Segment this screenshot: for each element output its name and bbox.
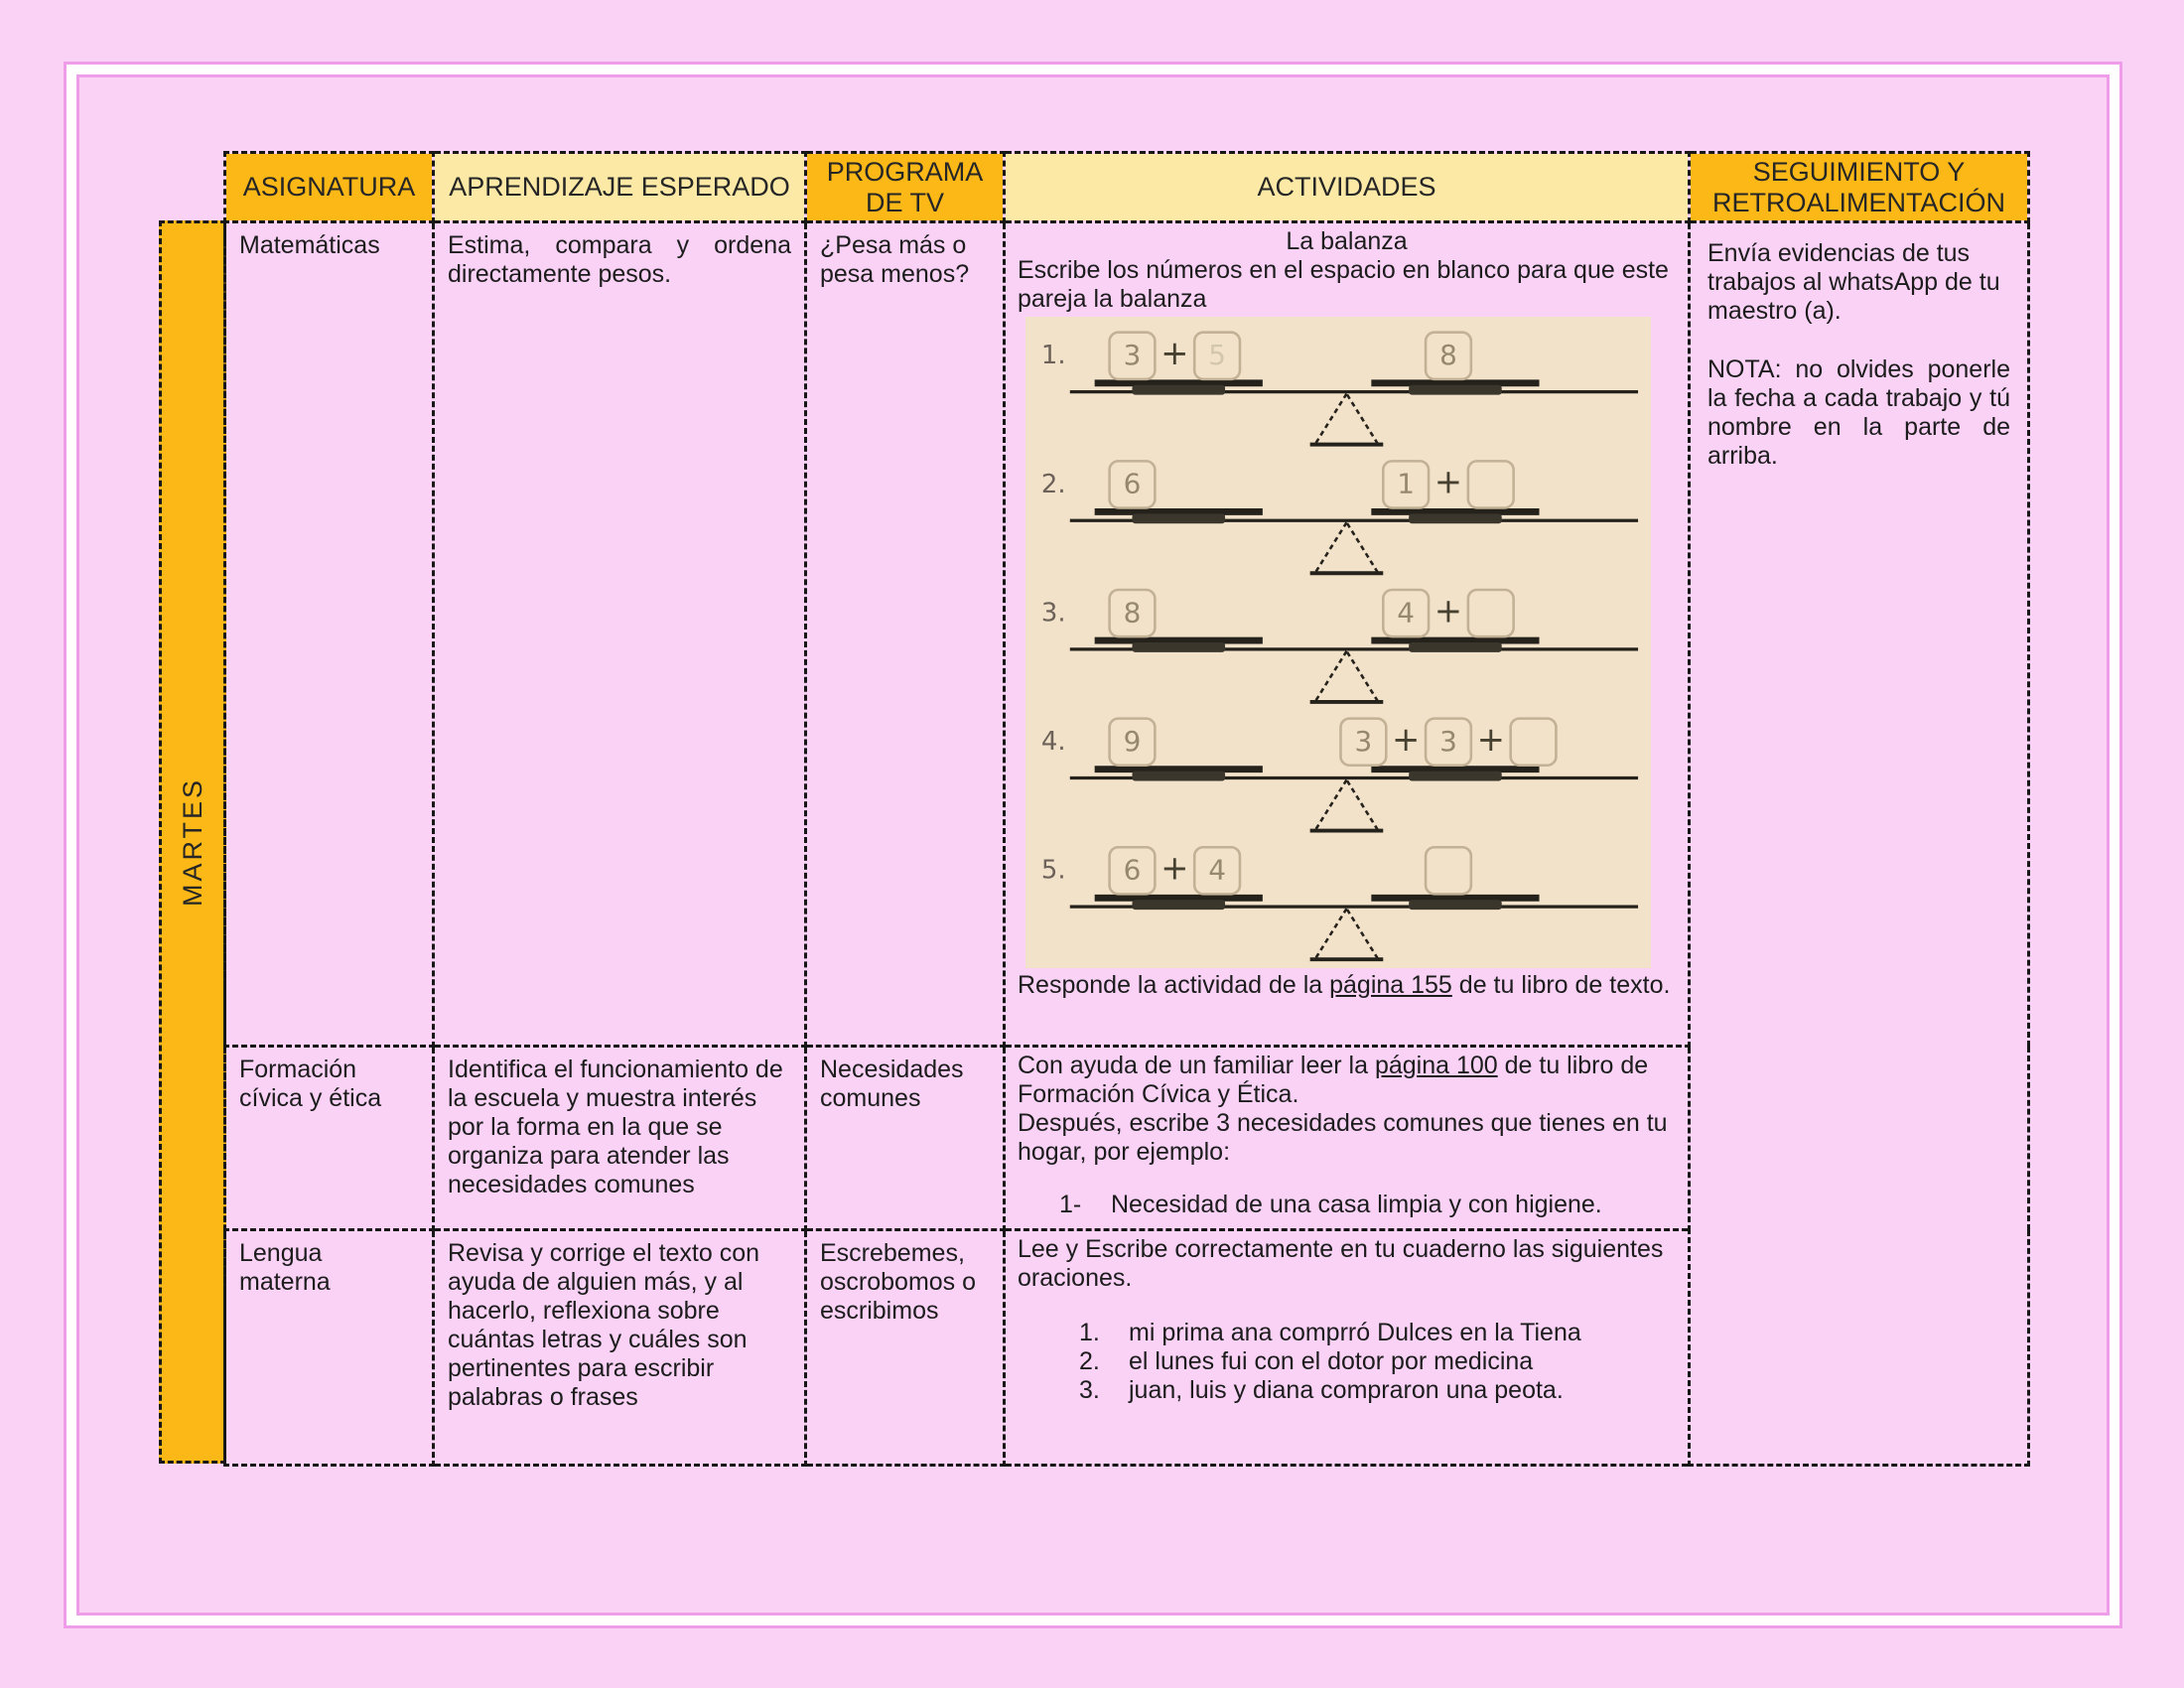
- page-reference: página 155: [1329, 971, 1452, 999]
- list-marker: 3.: [1079, 1376, 1100, 1404]
- header-seguimiento: SEGUIMIENTO Y RETROALIMENTACIÓN: [1690, 153, 2029, 222]
- svg-text:1.: 1.: [1040, 341, 1066, 371]
- list-item: [1079, 1376, 1676, 1405]
- cell-asignatura-fcye: Formación cívica y ética: [225, 1047, 434, 1230]
- svg-text:8: 8: [1123, 596, 1142, 630]
- activity-title: La balanza: [1286, 227, 1408, 255]
- page-reference: página 100: [1374, 1052, 1498, 1079]
- header-aprendizaje: APRENDIZAJE ESPERADO: [434, 153, 806, 222]
- svg-text:5.: 5.: [1040, 855, 1066, 886]
- cell-actividades-matematicas: [1005, 222, 1690, 1047]
- svg-text:5: 5: [1208, 339, 1226, 372]
- row-matematicas: [225, 222, 2029, 1047]
- svg-text:8: 8: [1439, 339, 1457, 372]
- cell-seguimiento: [1690, 222, 2029, 1466]
- svg-text:3: 3: [1354, 725, 1373, 758]
- list-marker: 1.: [1079, 1319, 1100, 1346]
- svg-text:2.: 2.: [1040, 469, 1066, 499]
- fcye-example-item: [1059, 1191, 1676, 1219]
- outro-text: Responde la actividad de la: [1018, 971, 1330, 999]
- seguimiento-paragraph-1: Envía evidencias de tus trabajos al whatsApp de tu maestro (a).: [1707, 239, 2000, 325]
- cell-programa-lengua: Escrebemes, oscrobomos o escribimos: [806, 1230, 1005, 1466]
- outro-text-end: de tu libro de texto.: [1451, 971, 1671, 999]
- svg-text:4: 4: [1208, 853, 1226, 887]
- sentence-list: [1079, 1319, 1676, 1405]
- cell-asignatura-lengua: Lengua materna: [225, 1230, 434, 1466]
- svg-text:+: +: [1433, 462, 1463, 501]
- svg-text:4.: 4.: [1040, 727, 1066, 757]
- svg-text:3: 3: [1123, 339, 1142, 372]
- cell-aprendizaje-fcye: Identifica el funcionamiento de la escuela y muestra interés por la forma en la que se organiza para atender las necesidades comunes: [434, 1047, 806, 1230]
- day-bar-martes: [159, 220, 226, 1464]
- list-item: [1079, 1319, 1676, 1347]
- cell-programa-matematicas: ¿Pesa más o pesa menos?: [806, 222, 1005, 1047]
- svg-text:6: 6: [1123, 467, 1142, 500]
- header-programa: PROGRAMA DE TV: [806, 153, 1005, 222]
- cell-actividades-lengua: [1005, 1230, 1690, 1466]
- balanza-figure: [1025, 317, 1651, 968]
- svg-text:9: 9: [1123, 725, 1142, 758]
- svg-text:3.: 3.: [1040, 598, 1066, 629]
- cell-actividades-fcye: [1005, 1047, 1690, 1230]
- fcye-text-end: de tu libro de Formación Cívica y Ética.: [1018, 1052, 1649, 1108]
- fcye-line1: [1018, 1052, 1676, 1109]
- day-label: MARTES: [177, 776, 207, 908]
- cell-programa-fcye: Necesidades comunes: [806, 1047, 1005, 1230]
- fcye-line2: Después, escribe 3 necesidades comunes que tienes en tu hogar, por ejemplo:: [1018, 1109, 1668, 1166]
- list-text: el lunes fui con el dotor por medicina: [1129, 1347, 1534, 1375]
- list-marker: 2.: [1079, 1347, 1100, 1375]
- svg-text:+: +: [1160, 848, 1189, 888]
- activity-intro: Escribe los números en el espacio en blanco para que este pareja la balanza: [1018, 256, 1669, 313]
- header-actividades: ACTIVIDADES: [1005, 153, 1690, 222]
- svg-text:3: 3: [1439, 725, 1457, 758]
- cell-aprendizaje-lengua: Revisa y corrige el texto con ayuda de alguien más, y al hacerlo, reflexiona sobre cuántas letras y cuáles son pertinentes para escribir palabras o frases: [434, 1230, 806, 1466]
- list-text: Necesidad de una casa limpia y con higiene.: [1111, 1191, 1602, 1218]
- list-item: [1079, 1347, 1676, 1376]
- weekly-plan-table: [223, 151, 2030, 1467]
- svg-text:+: +: [1476, 720, 1505, 759]
- list-text: juan, luis y diana compraron una peota.: [1129, 1376, 1564, 1404]
- cell-aprendizaje-matematicas: Estima, compara y ordena directamente pesos.: [434, 222, 806, 1047]
- fcye-text: Con ayuda de un familiar leer la: [1018, 1052, 1375, 1079]
- svg-text:+: +: [1160, 334, 1189, 373]
- svg-text:4: 4: [1397, 596, 1416, 630]
- cell-asignatura-matematicas: Matemáticas: [225, 222, 434, 1047]
- list-text: mi prima ana comprró Dulces en la Tiena: [1129, 1319, 1581, 1346]
- activity-outro: [1018, 971, 1676, 1000]
- header-row: [225, 153, 2029, 222]
- list-marker: 1-: [1059, 1191, 1082, 1218]
- svg-text:+: +: [1433, 591, 1463, 631]
- header-asignatura: ASIGNATURA: [225, 153, 434, 222]
- svg-text:+: +: [1391, 720, 1421, 759]
- svg-text:1: 1: [1397, 467, 1416, 500]
- seguimiento-paragraph-2: NOTA: no olvides ponerle la fecha a cada trabajo y tú nombre en la parte de arriba.: [1707, 355, 2010, 470]
- lengua-intro: Lee y Escribe correctamente en tu cuaderno las siguientes oraciones.: [1018, 1235, 1664, 1292]
- svg-text:6: 6: [1123, 853, 1142, 887]
